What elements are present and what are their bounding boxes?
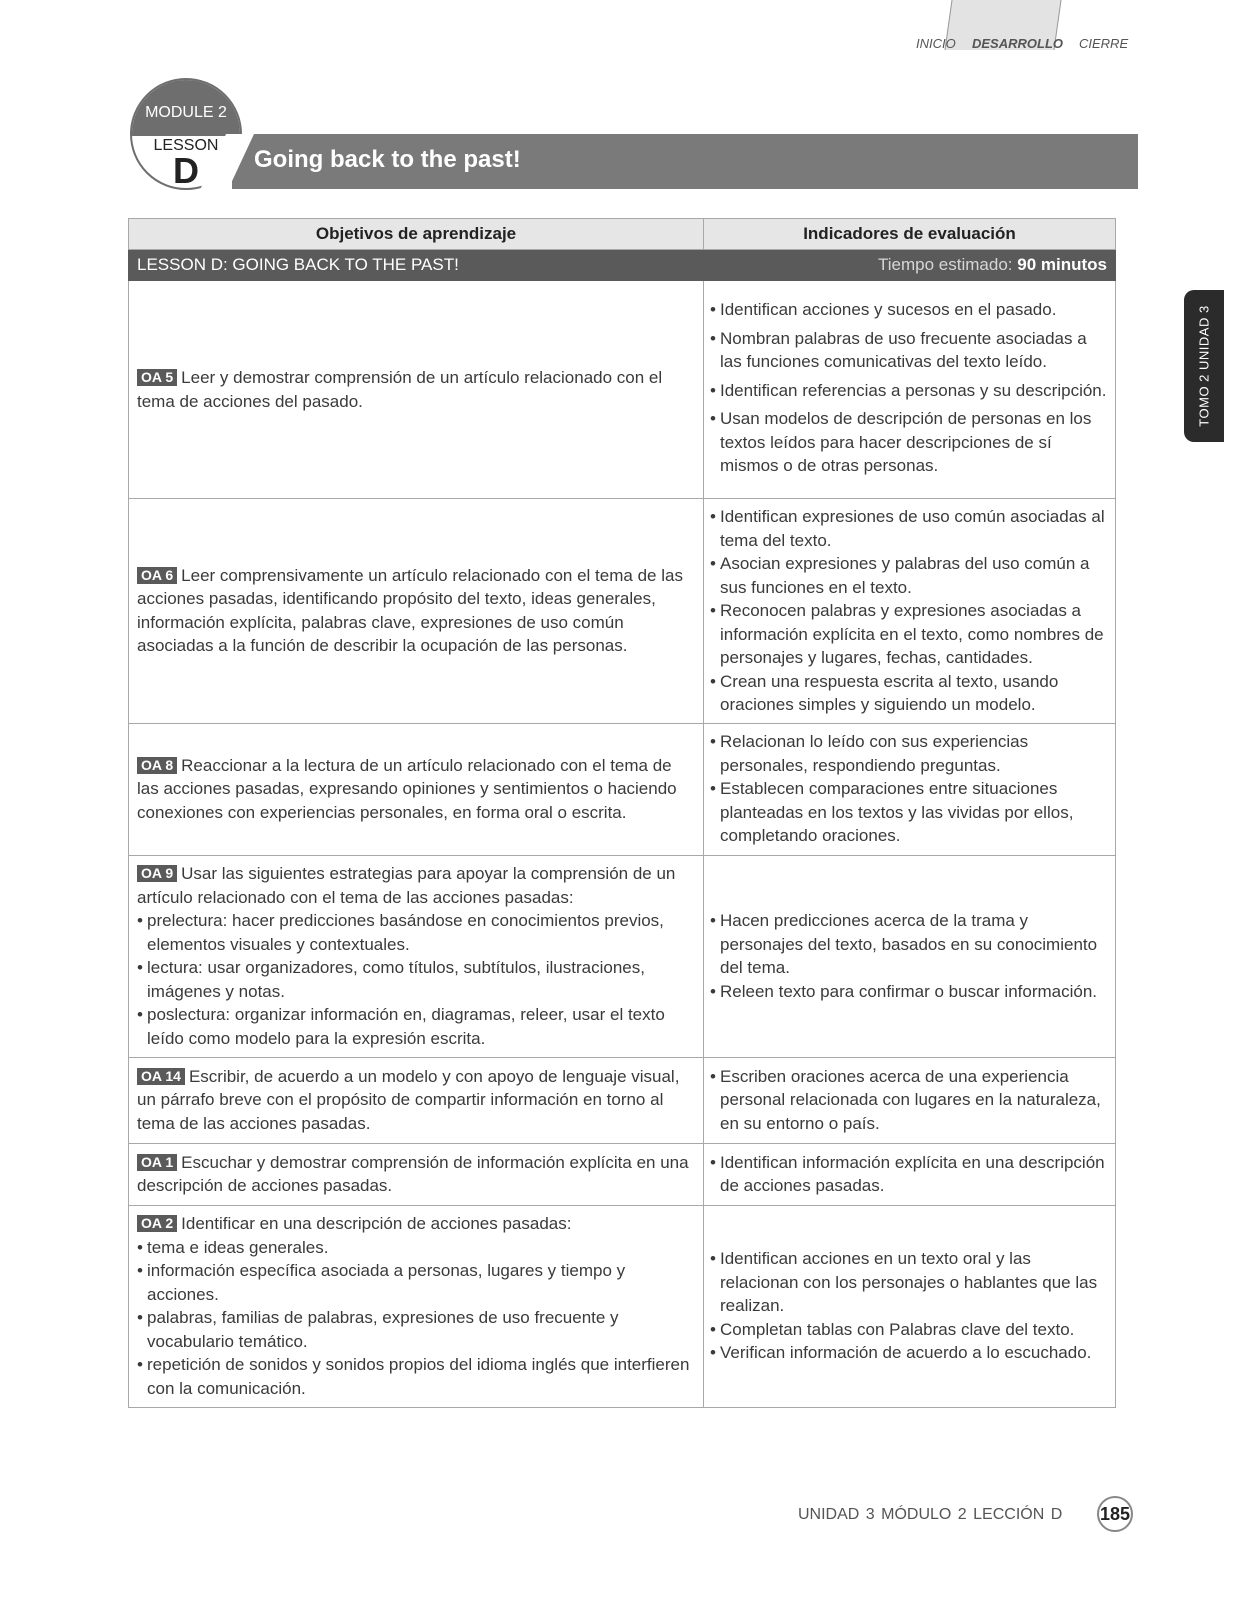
lesson-letter: D <box>173 150 199 190</box>
list-item: • palabras, familias de palabras, expresiones de uso frecuente y vocabulario temático. <box>137 1306 695 1353</box>
lesson-label: LESSON <box>153 137 219 154</box>
objective-cell <box>129 1057 704 1143</box>
indicator-list <box>710 1065 1109 1136</box>
list-item: • Identifican acciones y sucesos en el pasado. <box>710 298 1109 322</box>
list-item: • lectura: usar organizadores, como títulos, subtítulos, ilustraciones, imágenes y notas. <box>137 956 695 1003</box>
list-item: • Usan modelos de descripción de personas en los textos leídos para hacer descripciones de sí mismos o de otras personas. <box>710 407 1109 478</box>
indicator-cell <box>704 1143 1116 1205</box>
side-tab <box>1184 290 1224 442</box>
list-item: • información específica asociada a personas, lugares y tiempo y acciones. <box>137 1259 695 1306</box>
list-item: • Identifican información explícita en una descripción de acciones pasadas. <box>710 1151 1109 1198</box>
title-bar <box>232 134 1138 189</box>
side-tab-label: TOMO 2 UNIDAD 3 <box>1196 305 1212 427</box>
indicator-list <box>710 1247 1109 1365</box>
list-item: • Nombran palabras de uso frecuente asociadas a las funciones comunicativas del texto leído. <box>710 327 1109 374</box>
objective-text: Leer y demostrar comprensión de un artículo relacionado con el tema de acciones del pasado. <box>137 368 663 411</box>
table-row <box>129 499 1116 724</box>
objective-text: Identificar en una descripción de acciones pasadas: <box>181 1214 572 1233</box>
col-header-objectives: Objetivos de aprendizaje <box>129 219 704 250</box>
table-row <box>129 855 1116 1057</box>
objective-text: Escribir, de acuerdo a un modelo y con apoyo de lenguaje visual, un párrafo breve con el propósito de compartir información en torno al tema de las acciones pasadas. <box>137 1066 680 1133</box>
objective-cell <box>129 723 704 855</box>
nav-inicio: INICIO <box>916 36 956 51</box>
oa-badge: OA 2 <box>137 1215 177 1232</box>
footer-breadcrumb: UNIDAD 3 MÓDULO 2 LECCIÓN D <box>798 1506 1063 1523</box>
indicator-list <box>710 505 1109 717</box>
section-nav <box>900 0 1130 60</box>
list-item: • Verifican información de acuerdo a lo escuchado. <box>710 1341 1109 1365</box>
indicator-list <box>710 730 1109 848</box>
objective-cell <box>129 281 704 499</box>
indicator-cell <box>704 855 1116 1057</box>
list-item: • tema e ideas generales. <box>137 1236 695 1260</box>
indicator-cell <box>704 499 1116 724</box>
objective-bullets <box>137 909 695 1050</box>
list-item: • Identifican referencias a personas y su descripción. <box>710 379 1109 403</box>
oa-badge: OA 6 <box>137 567 177 584</box>
objectives-table <box>128 218 1116 1408</box>
list-item: • Completan tablas con Palabras clave del texto. <box>710 1318 1109 1342</box>
list-item: • Identifican expresiones de uso común asociadas al tema del texto. <box>710 505 1109 552</box>
objective-cell <box>129 499 704 724</box>
list-item: • Releen texto para confirmar o buscar información. <box>710 980 1109 1004</box>
list-item: • prelectura: hacer predicciones basándose en conocimientos previos, elementos visuales y contextuales. <box>137 909 695 956</box>
list-item: • Hacen predicciones acerca de la trama y personajes del texto, basados en su conocimiento del tema. <box>710 909 1109 980</box>
indicator-list <box>710 1151 1109 1198</box>
indicator-cell <box>704 723 1116 855</box>
lesson-row <box>129 250 1116 281</box>
objective-cell <box>129 855 704 1057</box>
lesson-row-label: LESSON D: GOING BACK TO THE PAST! <box>129 250 704 281</box>
objective-cell <box>129 1205 704 1407</box>
objective-text: Leer comprensivamente un artículo relacionado con el tema de las acciones pasadas, identificando propósito del texto, ideas generales, información explícita, palabras clave, expresiones de uso común asociadas a la función de describir la ocupación de las personas. <box>137 565 683 656</box>
list-item: • repetición de sonidos y sonidos propios del idioma inglés que interfieren con la comunicación. <box>137 1353 695 1400</box>
list-item: • Establecen comparaciones entre situaciones planteadas en los textos y las vividas por ellos, completando oraciones. <box>710 777 1109 848</box>
time-value: 90 minutos <box>1017 255 1107 274</box>
oa-badge: OA 9 <box>137 865 177 882</box>
list-item: • Reconocen palabras y expresiones asociadas a información explícita en el texto, como nombres de personajes y lugares, fechas, cantidades. <box>710 599 1109 670</box>
page-title: Going back to the past! <box>254 146 521 173</box>
indicator-list <box>710 298 1109 478</box>
table-row <box>129 281 1116 499</box>
objective-text: Escuchar y demostrar comprensión de información explícita en una descripción de acciones pasadas. <box>137 1152 689 1195</box>
indicator-list <box>710 909 1109 1003</box>
list-item: • Escriben oraciones acerca de una experiencia personal relacionada con lugares en la naturaleza, en su entorno o país. <box>710 1065 1109 1136</box>
oa-badge: OA 5 <box>137 369 177 386</box>
table-row <box>129 1143 1116 1205</box>
indicator-cell <box>704 1205 1116 1407</box>
list-item: • poslectura: organizar información en, diagramas, releer, usar el texto leído como modelo para la expresión escrita. <box>137 1003 695 1050</box>
table-row <box>129 1057 1116 1143</box>
nav-cierre: CIERRE <box>1079 36 1129 51</box>
nav-desarrollo: DESARROLLO <box>972 36 1063 51</box>
objective-cell <box>129 1143 704 1205</box>
list-item: • Asocian expresiones y palabras del uso común a sus funciones en el texto. <box>710 552 1109 599</box>
objective-bullets <box>137 1236 695 1401</box>
list-item: • Crean una respuesta escrita al texto, usando oraciones simples y siguiendo un modelo. <box>710 670 1109 717</box>
oa-badge: OA 14 <box>137 1068 185 1085</box>
list-item: • Identifican acciones en un texto oral y las relacionan con los personajes o hablantes que las realizan. <box>710 1247 1109 1318</box>
table-row <box>129 1205 1116 1407</box>
indicator-cell <box>704 1057 1116 1143</box>
objective-text: Usar las siguientes estrategias para apoyar la comprensión de un artículo relacionado con el tema de las acciones pasadas: <box>137 864 676 907</box>
oa-badge: OA 8 <box>137 757 177 774</box>
objective-text: Reaccionar a la lectura de un artículo relacionado con el tema de las acciones pasadas, expresando opiniones y sentimientos o haciendo conexiones con experiencias personales, en forma oral o escrita. <box>137 755 677 822</box>
table-row <box>129 723 1116 855</box>
time-label: Tiempo estimado: <box>878 255 1013 274</box>
list-item: • Relacionan lo leído con sus experiencias personales, respondiendo preguntas. <box>710 730 1109 777</box>
col-header-indicators: Indicadores de evaluación <box>704 219 1116 250</box>
module-label: MODULE 2 <box>132 80 240 136</box>
page-number: 185 <box>1097 1496 1133 1532</box>
oa-badge: OA 1 <box>137 1154 177 1171</box>
indicator-cell <box>704 281 1116 499</box>
